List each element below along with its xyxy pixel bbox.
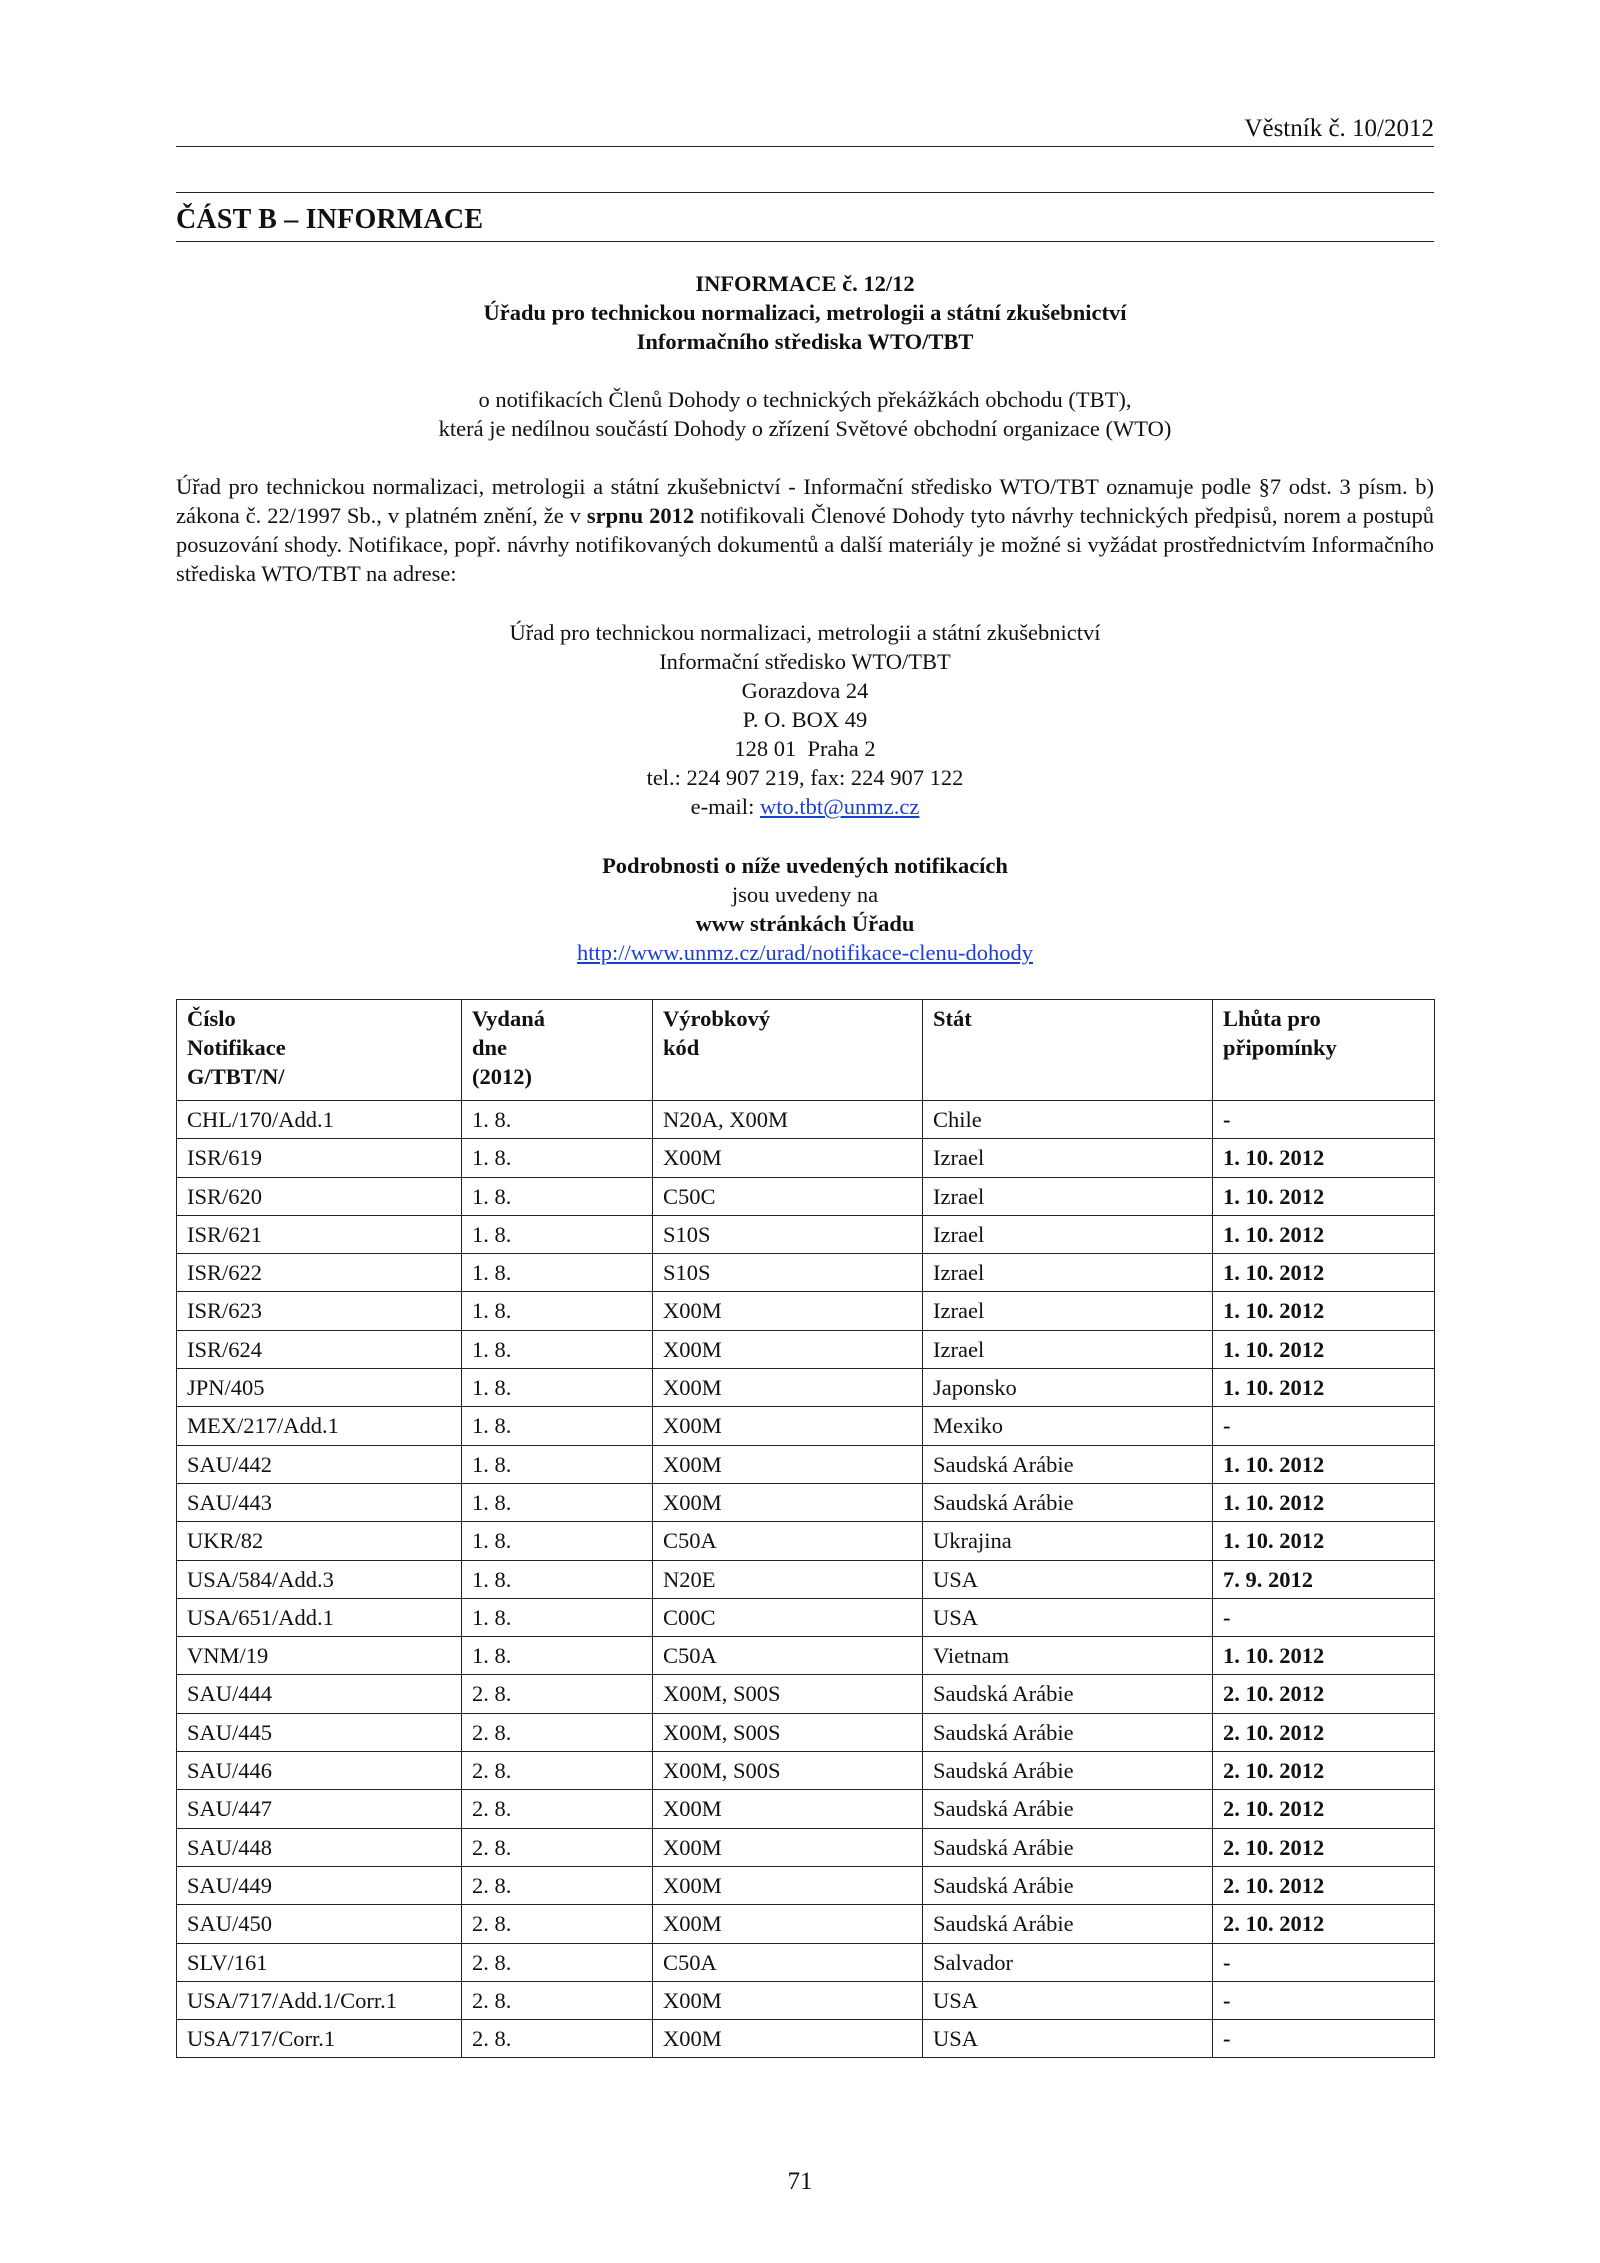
cell-issued: 1. 8.	[462, 1637, 653, 1675]
column-header-number	[177, 1000, 462, 1101]
info-about-line-2: která je nedílnou součástí Dohody o zřízení Světové obchodní organizace (WTO)	[438, 416, 1172, 441]
cell-country: Salvador	[923, 1943, 1213, 1981]
cell-issued: 2. 8.	[462, 1790, 653, 1828]
address-line-6: tel.: 224 907 219, fax: 224 907 122	[646, 765, 964, 790]
cell-deadline: 2. 10. 2012	[1213, 1675, 1435, 1713]
cell-deadline: -	[1213, 1101, 1435, 1139]
intro-text-1: Úřad pro technickou normalizaci, metrologii a státní zkušebnictví - Informační středisko WTO/TBT oznamuje podle §7 odst. 3 písm. b) zákona č. 22/1997 Sb., v platném znění, že v	[176, 474, 1434, 528]
cell-product-code: C50A	[653, 1522, 923, 1560]
cell-deadline: 1. 10. 2012	[1213, 1139, 1435, 1177]
cell-product-code: X00M	[653, 1445, 923, 1483]
cell-deadline: -	[1213, 1943, 1435, 1981]
cell-product-code: X00M	[653, 1981, 923, 2019]
cell-issued: 2. 8.	[462, 1943, 653, 1981]
cell-issued: 1. 8.	[462, 1101, 653, 1139]
cell-number: SAU/446	[177, 1752, 462, 1790]
cell-country: Izrael	[923, 1254, 1213, 1292]
table-row	[177, 1713, 1435, 1751]
cell-country: Saudská Arábie	[923, 1445, 1213, 1483]
cell-number: SAU/444	[177, 1675, 462, 1713]
cell-issued: 1. 8.	[462, 1407, 653, 1445]
cell-issued: 1. 8.	[462, 1522, 653, 1560]
table-row	[177, 1101, 1435, 1139]
cell-product-code: X00M	[653, 1828, 923, 1866]
column-header-line: kód	[663, 1035, 700, 1060]
email-prefix: e-mail:	[690, 794, 760, 819]
cell-number: USA/584/Add.3	[177, 1560, 462, 1598]
column-header-line: Výrobkový	[663, 1006, 771, 1031]
cell-product-code: X00M, S00S	[653, 1752, 923, 1790]
cell-number: VNM/19	[177, 1637, 462, 1675]
cell-number: SLV/161	[177, 1943, 462, 1981]
cell-number: SAU/443	[177, 1483, 462, 1521]
cell-product-code: X00M	[653, 1483, 923, 1521]
cell-product-code: C50C	[653, 1177, 923, 1215]
cell-deadline: 1. 10. 2012	[1213, 1330, 1435, 1368]
cell-issued: 2. 8.	[462, 1752, 653, 1790]
cell-country: USA	[923, 1560, 1213, 1598]
cell-country: Izrael	[923, 1330, 1213, 1368]
cell-country: USA	[923, 1598, 1213, 1636]
address-block	[176, 618, 1434, 821]
column-header-line: Stát	[933, 1006, 972, 1031]
cell-deadline: 1. 10. 2012	[1213, 1637, 1435, 1675]
table-row	[177, 1675, 1435, 1713]
cell-deadline: -	[1213, 1407, 1435, 1445]
email-link[interactable]: wto.tbt@unmz.cz	[759, 794, 920, 819]
table-row	[177, 1292, 1435, 1330]
cell-country: Saudská Arábie	[923, 1752, 1213, 1790]
cell-country: Saudská Arábie	[923, 1790, 1213, 1828]
cell-country: Izrael	[923, 1292, 1213, 1330]
cell-number: SAU/448	[177, 1828, 462, 1866]
cell-country: Vietnam	[923, 1637, 1213, 1675]
table-row	[177, 1637, 1435, 1675]
info-heading	[176, 269, 1434, 356]
table-row	[177, 1177, 1435, 1215]
page-number: 71	[787, 2168, 813, 2195]
table-row	[177, 2020, 1435, 2058]
table-row	[177, 1828, 1435, 1866]
cell-product-code: X00M	[653, 1866, 923, 1904]
details-block	[176, 851, 1434, 967]
cell-country: Ukrajina	[923, 1522, 1213, 1560]
cell-number: MEX/217/Add.1	[177, 1407, 462, 1445]
info-about-line-1: o notifikacích Členů Dohody o technických překážkách obchodu (TBT),	[478, 387, 1132, 412]
cell-product-code: X00M, S00S	[653, 1713, 923, 1751]
cell-country: USA	[923, 1981, 1213, 2019]
table-row	[177, 1560, 1435, 1598]
table-row	[177, 1445, 1435, 1483]
cell-product-code: X00M	[653, 1369, 923, 1407]
cell-country: Izrael	[923, 1139, 1213, 1177]
cell-deadline: 2. 10. 2012	[1213, 1752, 1435, 1790]
cell-product-code: S10S	[653, 1254, 923, 1292]
cell-product-code: X00M, S00S	[653, 1675, 923, 1713]
cell-number: USA/651/Add.1	[177, 1598, 462, 1636]
cell-issued: 2. 8.	[462, 1713, 653, 1751]
info-subtitle-2: Informačního střediska WTO/TBT	[636, 329, 974, 354]
cell-issued: 1. 8.	[462, 1139, 653, 1177]
column-header-country	[923, 1000, 1213, 1101]
cell-country: Saudská Arábie	[923, 1866, 1213, 1904]
details-line-2: jsou uvedeny na	[731, 882, 879, 907]
column-header-deadline	[1213, 1000, 1435, 1101]
cell-product-code: X00M	[653, 1292, 923, 1330]
table-row	[177, 1752, 1435, 1790]
cell-deadline: 2. 10. 2012	[1213, 1713, 1435, 1751]
cell-issued: 2. 8.	[462, 1866, 653, 1904]
cell-country: Saudská Arábie	[923, 1905, 1213, 1943]
details-line-3: www stránkách Úřadu	[695, 911, 915, 936]
cell-product-code: X00M	[653, 1139, 923, 1177]
cell-number: JPN/405	[177, 1369, 462, 1407]
table-row	[177, 1905, 1435, 1943]
table-row	[177, 1866, 1435, 1904]
cell-deadline: 2. 10. 2012	[1213, 1905, 1435, 1943]
cell-issued: 1. 8.	[462, 1254, 653, 1292]
cell-country: Izrael	[923, 1215, 1213, 1253]
column-header-line: Lhůta pro	[1223, 1006, 1321, 1031]
table-row	[177, 1139, 1435, 1177]
cell-deadline: 2. 10. 2012	[1213, 1828, 1435, 1866]
address-email-line	[176, 792, 1434, 821]
cell-number: SAU/442	[177, 1445, 462, 1483]
info-subtitle-1: Úřadu pro technickou normalizaci, metrologii a státní zkušebnictví	[483, 300, 1127, 325]
cell-issued: 2. 8.	[462, 1828, 653, 1866]
cell-product-code: X00M	[653, 2020, 923, 2058]
table-row	[177, 1407, 1435, 1445]
details-url-link[interactable]: http://www.unmz.cz/urad/notifikace-clenu-dohody	[577, 940, 1033, 965]
cell-number: USA/717/Corr.1	[177, 2020, 462, 2058]
cell-issued: 1. 8.	[462, 1369, 653, 1407]
table-row	[177, 1483, 1435, 1521]
cell-number: CHL/170/Add.1	[177, 1101, 462, 1139]
table-row	[177, 1369, 1435, 1407]
cell-country: Saudská Arábie	[923, 1483, 1213, 1521]
column-header-issued	[462, 1000, 653, 1101]
cell-deadline: 2. 10. 2012	[1213, 1866, 1435, 1904]
column-header-line: Číslo	[187, 1006, 236, 1031]
cell-number: ISR/621	[177, 1215, 462, 1253]
column-header-line: připomínky	[1223, 1035, 1337, 1060]
cell-product-code: C50A	[653, 1637, 923, 1675]
cell-deadline: 1. 10. 2012	[1213, 1483, 1435, 1521]
address-line-1: Úřad pro technickou normalizaci, metrologii a státní zkušebnictví	[509, 620, 1101, 645]
cell-country: Chile	[923, 1101, 1213, 1139]
cell-deadline: -	[1213, 1981, 1435, 2019]
column-header-product-code	[653, 1000, 923, 1101]
cell-deadline: 1. 10. 2012	[1213, 1522, 1435, 1560]
cell-number: SAU/447	[177, 1790, 462, 1828]
cell-number: USA/717/Add.1/Corr.1	[177, 1981, 462, 2019]
cell-product-code: C00C	[653, 1598, 923, 1636]
table-row	[177, 1254, 1435, 1292]
cell-issued: 1. 8.	[462, 1560, 653, 1598]
address-line-5: 128 01 Praha 2	[734, 736, 876, 761]
cell-country: USA	[923, 2020, 1213, 2058]
cell-country: Saudská Arábie	[923, 1713, 1213, 1751]
cell-issued: 2. 8.	[462, 2020, 653, 2058]
column-header-line: (2012)	[472, 1064, 532, 1089]
info-title: INFORMACE č. 12/12	[695, 271, 915, 296]
cell-issued: 1. 8.	[462, 1177, 653, 1215]
cell-product-code: N20A, X00M	[653, 1101, 923, 1139]
column-header-line: dne	[472, 1035, 508, 1060]
cell-deadline: 1. 10. 2012	[1213, 1215, 1435, 1253]
notifications-table	[176, 999, 1435, 2058]
table-row	[177, 1790, 1435, 1828]
info-about	[176, 385, 1434, 443]
cell-issued: 2. 8.	[462, 1675, 653, 1713]
cell-number: ISR/624	[177, 1330, 462, 1368]
cell-deadline: -	[1213, 2020, 1435, 2058]
address-line-2: Informační středisko WTO/TBT	[659, 649, 951, 674]
table-row	[177, 1981, 1435, 2019]
section-rule-top	[176, 192, 1434, 193]
column-header-line: Vydaná	[472, 1006, 545, 1031]
cell-number: SAU/450	[177, 1905, 462, 1943]
cell-number: UKR/82	[177, 1522, 462, 1560]
cell-country: Izrael	[923, 1177, 1213, 1215]
table-row	[177, 1943, 1435, 1981]
cell-country: Mexiko	[923, 1407, 1213, 1445]
table-row	[177, 1598, 1435, 1636]
address-line-4: P. O. BOX 49	[742, 707, 868, 732]
cell-deadline: 7. 9. 2012	[1213, 1560, 1435, 1598]
cell-deadline: 1. 10. 2012	[1213, 1445, 1435, 1483]
cell-number: ISR/623	[177, 1292, 462, 1330]
cell-product-code: N20E	[653, 1560, 923, 1598]
cell-product-code: S10S	[653, 1215, 923, 1253]
cell-deadline: 2. 10. 2012	[1213, 1790, 1435, 1828]
cell-number: ISR/619	[177, 1139, 462, 1177]
intro-text-2: notifikovali Členové Dohody tyto návrhy technických předpisů, norem a postupů posuzování shody. Notifikace, popř. návrhy notifikovaných dokumentů a další materiály je možné si vyžádat prostřednictvím Informačního střediska WTO/TBT na adrese:	[176, 503, 1434, 586]
cell-product-code: X00M	[653, 1407, 923, 1445]
cell-deadline: -	[1213, 1598, 1435, 1636]
details-line-1: Podrobnosti o níže uvedených notifikacích	[602, 853, 1008, 878]
table-row	[177, 1522, 1435, 1560]
cell-deadline: 1. 10. 2012	[1213, 1369, 1435, 1407]
table-header-row	[177, 1000, 1435, 1101]
cell-issued: 1. 8.	[462, 1483, 653, 1521]
cell-issued: 1. 8.	[462, 1215, 653, 1253]
column-header-line: Notifikace	[187, 1035, 286, 1060]
cell-issued: 2. 8.	[462, 1905, 653, 1943]
intro-paragraph	[176, 472, 1434, 588]
cell-product-code: X00M	[653, 1790, 923, 1828]
cell-issued: 1. 8.	[462, 1330, 653, 1368]
section-title: ČÁST B – INFORMACE	[176, 204, 484, 235]
header-rule	[176, 146, 1434, 147]
table-row	[177, 1330, 1435, 1368]
cell-number: SAU/449	[177, 1866, 462, 1904]
cell-number: SAU/445	[177, 1713, 462, 1751]
cell-number: ISR/620	[177, 1177, 462, 1215]
cell-issued: 1. 8.	[462, 1445, 653, 1483]
cell-issued: 1. 8.	[462, 1598, 653, 1636]
intro-month: srpnu 2012	[586, 503, 695, 528]
cell-country: Saudská Arábie	[923, 1828, 1213, 1866]
column-header-line: G/TBT/N/	[187, 1064, 285, 1089]
cell-issued: 1. 8.	[462, 1292, 653, 1330]
cell-deadline: 1. 10. 2012	[1213, 1292, 1435, 1330]
address-line-3: Gorazdova 24	[741, 678, 869, 703]
cell-deadline: 1. 10. 2012	[1213, 1254, 1435, 1292]
running-title: Věstník č. 10/2012	[1244, 115, 1434, 142]
cell-number: ISR/622	[177, 1254, 462, 1292]
table-row	[177, 1215, 1435, 1253]
cell-issued: 2. 8.	[462, 1981, 653, 2019]
cell-country: Saudská Arábie	[923, 1675, 1213, 1713]
cell-product-code: C50A	[653, 1943, 923, 1981]
section-rule-bottom	[176, 241, 1434, 242]
cell-country: Japonsko	[923, 1369, 1213, 1407]
cell-product-code: X00M	[653, 1905, 923, 1943]
cell-product-code: X00M	[653, 1330, 923, 1368]
cell-deadline: 1. 10. 2012	[1213, 1177, 1435, 1215]
